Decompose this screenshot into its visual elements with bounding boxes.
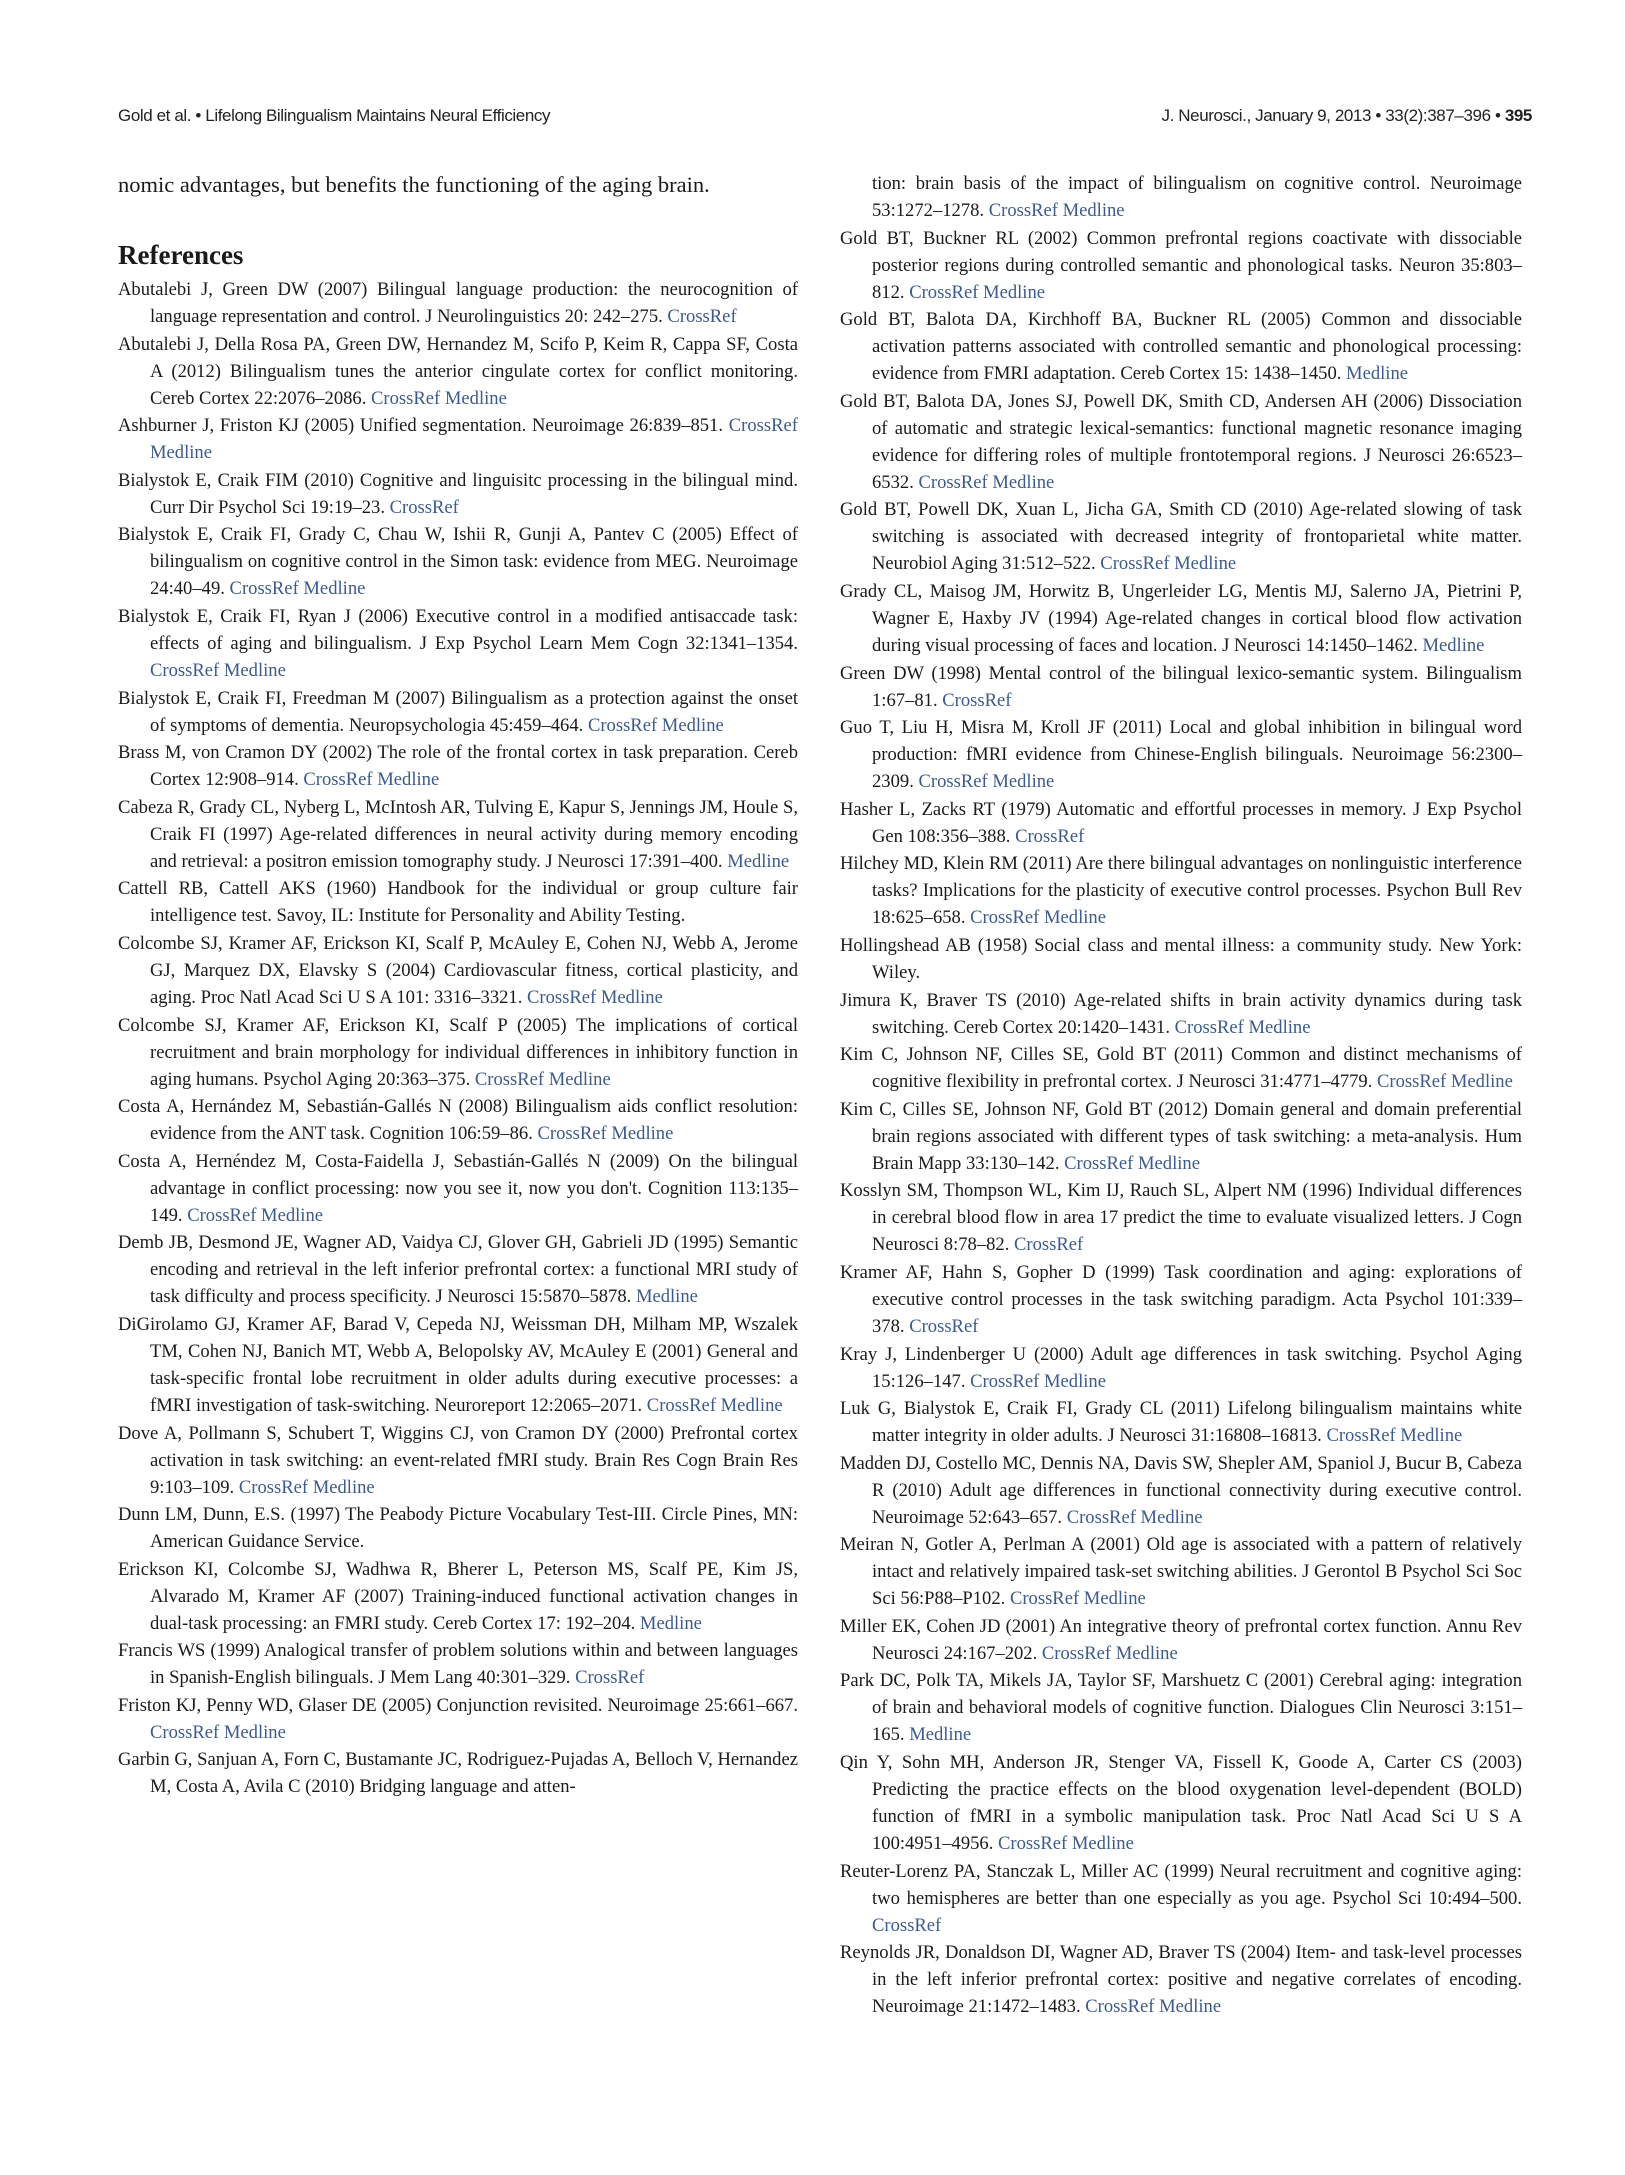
reference-entry	[118, 331, 798, 412]
reference-entry	[840, 578, 1522, 659]
reference-entry	[118, 1093, 798, 1147]
reference-entry	[118, 1148, 798, 1229]
reference-text: Costa A, Hernéndez M, Costa-Faidella J, Sebastián-Gallés N (2009) On the bilingual advantage in conflict processing: now you see it, now you don't. Cognition 113:135–149.	[118, 1150, 798, 1226]
reference-text: Demb JB, Desmond JE, Wagner AD, Vaidya CJ, Glover GH, Gabrieli JD (1995) Semantic encoding and retrieval in the left inferior prefrontal cortex: a functional MRI study of task difficulty and process specificity. J Neurosci 15:5870–5878.	[118, 1232, 798, 1308]
reference-entry	[118, 276, 798, 330]
reference-entry	[840, 660, 1522, 714]
reference-text: Francis WS (1999) Analogical transfer of problem solutions within and between languages in Spanish-English bilinguals. J Mem Lang 40:301–329.	[118, 1640, 798, 1689]
reference-links[interactable]: Medline	[909, 1724, 972, 1746]
reference-text: Kim C, Johnson NF, Cilles SE, Gold BT (2011) Common and distinct mechanisms of cognitive flexibility in prefrontal cortex. J Neurosci 31:4771–4779.	[840, 1044, 1522, 1093]
reference-links[interactable]: CrossRef Medline	[474, 1068, 611, 1090]
reference-links[interactable]: CrossRef Medline	[1066, 1506, 1203, 1528]
reference-text: Costa A, Hernández M, Sebastián-Gallés N (2008) Bilingualism aids conflict resolution: evidence from the ANT task. Cognition 106:59–86.	[118, 1096, 798, 1145]
reference-text: Gold BT, Balota DA, Kirchhoff BA, Buckner RL (2005) Common and dissociable activation patterns associated with controlled semantic and phonological processing: evidence from FMRI adaptation. Cereb Cortex 15: 1438–1450.	[840, 309, 1522, 385]
reference-entry	[118, 412, 798, 466]
reference-text: Reynolds JR, Donaldson DI, Wagner AD, Braver TS (2004) Item- and task-level processes in the left inferior prefrontal cortex: positive and negative correlates of encoding. Neuroimage 21:1472–1483.	[840, 1942, 1522, 2018]
reference-text: Gold BT, Balota DA, Jones SJ, Powell DK, Smith CD, Andersen AH (2006) Dissociation of automatic and strategic lexical-semantics: functional magnetic resonance imaging evidence for differing roles of multiple frontotemporal regions. J Neurosci 26:6523–6532.	[840, 390, 1522, 493]
reference-links[interactable]: Medline	[727, 850, 790, 872]
reference-links[interactable]: CrossRef Medline	[229, 578, 366, 600]
running-header-citation	[1162, 106, 1532, 126]
reference-entry	[118, 1692, 798, 1746]
reference-entry	[118, 1229, 798, 1310]
reference-text: Dove A, Pollmann S, Schubert T, Wiggins CJ, von Cramon DY (2000) Prefrontal cortex activation in task switching: an event-related fMRI study. Brain Res Cogn Brain Res 9:103–109.	[118, 1422, 798, 1498]
reference-list-right	[840, 170, 1522, 2020]
reference-entry	[840, 987, 1522, 1041]
reference-entry	[118, 794, 798, 875]
reference-text: Park DC, Polk TA, Mikels JA, Taylor SF, Marshuetz C (2001) Cerebral aging: integration of brain and behavioral models of cognitive function. Dialogues Clin Neurosci 3:151–165.	[840, 1670, 1522, 1746]
reference-text: Abutalebi J, Della Rosa PA, Green DW, Hernandez M, Scifo P, Keim R, Cappa SF, Costa A (2012) Bilingualism tunes the anterior cingulate cortex for conflict monitoring. Cereb Cortex 22:2076–2086.	[118, 333, 798, 409]
reference-entry	[118, 1012, 798, 1093]
reference-list-left	[118, 276, 798, 1800]
reference-text: Gold BT, Buckner RL (2002) Common prefrontal regions coactivate with dissociable posterior regions during controlled semantic and phonological tasks. Neuron 35:803–812.	[840, 227, 1522, 303]
reference-links[interactable]: CrossRef	[1015, 825, 1085, 847]
reference-text: Ashburner J, Friston KJ (2005) Unified segmentation. Neuroimage 26:839–851.	[118, 415, 729, 437]
reference-text: Gold BT, Powell DK, Xuan L, Jicha GA, Smith CD (2010) Age-related slowing of task switching is associated with decreased integrity of frontoparietal white matter. Neurobiol Aging 31:512–522.	[840, 499, 1522, 575]
reference-entry	[840, 1177, 1522, 1258]
reference-links[interactable]: CrossRef	[389, 496, 459, 518]
reference-entry	[118, 930, 798, 1011]
reference-links[interactable]: CrossRef Medline	[646, 1394, 783, 1416]
reference-text: Bialystok E, Craik FI, Grady C, Chau W, Ishii R, Gunji A, Pantev C (2005) Effect of bilingualism on cognitive control in the Simon task: evidence from MEG. Neuroimage 24:40–49.	[118, 524, 798, 600]
reference-entry	[840, 388, 1522, 496]
reference-text: Friston KJ, Penny WD, Glaser DE (2005) Conjunction revisited. Neuroimage 25:661–667.	[118, 1694, 798, 1716]
reference-links[interactable]: CrossRef	[1014, 1234, 1084, 1256]
reference-entry	[840, 496, 1522, 577]
reference-entry	[118, 1556, 798, 1637]
reference-links[interactable]: CrossRef Medline	[587, 714, 724, 736]
reference-links[interactable]: CrossRef Medline	[970, 907, 1106, 929]
reference-entry	[840, 1667, 1522, 1748]
reference-entry	[840, 170, 1522, 224]
reference-entry	[118, 1311, 798, 1419]
reference-text: tion: brain basis of the impact of bilingualism on cognitive control. Neuroimage 53:1272–1278.	[872, 173, 1522, 221]
reference-links[interactable]: CrossRef Medline	[998, 1833, 1134, 1855]
reference-links[interactable]: CrossRef	[667, 306, 737, 327]
journal-citation: J. Neurosci., January 9, 2013 • 33(2):387–396 •	[1161, 106, 1505, 125]
reference-entry	[840, 796, 1522, 850]
reference-entry	[840, 1531, 1522, 1612]
reference-text: Kray J, Lindenberger U (2000) Adult age differences in task switching. Psychol Aging 15:126–147.	[840, 1343, 1522, 1392]
reference-text: Colcombe SJ, Kramer AF, Erickson KI, Scalf P (2005) The implications of cortical recruitment and brain morphology for individual differences in inhibitory function in aging humans. Psychol Aging 20:363–375.	[118, 1014, 798, 1090]
running-header-authors-title: Gold et al. • Lifelong Bilingualism Maintains Neural Efficiency	[118, 106, 551, 125]
reference-text: Bialystok E, Craik FI, Ryan J (2006) Executive control in a modified antisaccade task: effects of aging and bilingualism. J Exp Psychol Learn Mem Cogn 32:1341–1354.	[118, 605, 798, 654]
reference-links[interactable]: CrossRef Medline	[238, 1476, 375, 1498]
reference-entry	[118, 521, 798, 602]
left-column	[118, 170, 798, 1801]
reference-links[interactable]: CrossRef Medline	[918, 471, 1055, 493]
reference-text: Madden DJ, Costello MC, Dennis NA, Davis SW, Shepler AM, Spaniol J, Bucur B, Cabeza R (2010) Adult age differences in functional connectivity during executive control. Neuroimage 52:643–657.	[840, 1452, 1522, 1528]
reference-text: Cattell RB, Cattell AKS (1960) Handbook for the individual or group culture fair intelligence test. Savoy, IL: Institute for Personality and Ability Testing.	[118, 878, 798, 927]
reference-links[interactable]: CrossRef Medline	[1009, 1588, 1146, 1610]
reference-links[interactable]: CrossRef Medline	[909, 281, 1046, 303]
reference-links[interactable]: CrossRef Medline	[1377, 1071, 1513, 1093]
reference-entry	[118, 875, 798, 929]
reference-entry	[840, 1259, 1522, 1340]
reference-text: Kim C, Cilles SE, Johnson NF, Gold BT (2012) Domain general and domain preferential brain regions associated with different types of task switching: a meta-analysis. Hum Brain Mapp 33:130–142.	[840, 1098, 1522, 1174]
reference-links[interactable]: Medline	[1346, 363, 1409, 385]
reference-links[interactable]: CrossRef Medline	[1064, 1152, 1200, 1174]
reference-text: Meiran N, Gotler A, Perlman A (2001) Old age is associated with a pattern of relatively intact and relatively impaired task-set switching abilities. J Gerontol B Psychol Sci Soc Sci 56:P88–P102.	[840, 1534, 1522, 1610]
reference-entry	[840, 1096, 1522, 1177]
reference-links[interactable]: CrossRef	[575, 1667, 645, 1689]
reference-entry	[118, 603, 798, 684]
reference-links[interactable]: CrossRef Medline	[1100, 553, 1237, 575]
reference-text: Bialystok E, Craik FIM (2010) Cognitive and linguisitc processing in the bilingual mind. Curr Dir Psychol Sci 19:19–23.	[118, 469, 798, 518]
reference-text: Abutalebi J, Green DW (2007) Bilingual language production: the neurocognition of language representation and control. J Neurolinguistics 20: 242–275.	[118, 279, 798, 327]
reference-links[interactable]: CrossRef Medline	[150, 415, 798, 464]
reference-entry	[840, 714, 1522, 795]
reference-text: Colcombe SJ, Kramer AF, Erickson KI, Scalf P, McAuley E, Cohen NJ, Webb A, Jerome GJ, Marquez DX, Elavsky S (2004) Cardiovascular fitness, cortical plasticity, and aging. Proc Natl Acad Sci U S A 101: 3316–3321.	[118, 932, 798, 1008]
reference-entry	[840, 1613, 1522, 1667]
reference-links[interactable]: CrossRef Medline	[371, 387, 507, 409]
reference-entry	[118, 1501, 798, 1555]
reference-links[interactable]: CrossRef Medline	[527, 986, 663, 1008]
reference-links[interactable]: CrossRef Medline	[918, 771, 1055, 793]
reference-entry	[118, 1637, 798, 1691]
reference-entry	[118, 685, 798, 739]
reference-links[interactable]: Medline	[1422, 634, 1485, 656]
right-column	[840, 170, 1522, 2021]
reference-links[interactable]: CrossRef	[942, 689, 1012, 711]
reference-text: Cabeza R, Grady CL, Nyberg L, McIntosh AR, Tulving E, Kapur S, Jennings JM, Houle S, Craik FI (1997) Age-related differences in neural activity during memory encoding and retrieval: a positron emission tomography study. J Neurosci 17:391–400.	[118, 796, 798, 872]
reference-entry	[840, 1939, 1522, 2020]
reference-links[interactable]: CrossRef Medline	[1326, 1425, 1463, 1447]
reference-links[interactable]: Medline	[635, 1286, 698, 1308]
reference-text: Green DW (1998) Mental control of the bilingual lexico-semantic system. Bilingualism 1:67–81.	[840, 662, 1522, 711]
reference-entry	[840, 1395, 1522, 1449]
reference-text: Grady CL, Maisog JM, Horwitz B, Ungerleider LG, Mentis MJ, Salerno JA, Pietrini P, Wagner E, Haxby JV (1994) Age-related changes in cortical blood flow activation during visual processing of faces and location. J Neurosci 14:1450–1462.	[840, 580, 1522, 656]
reference-text: Guo T, Liu H, Misra M, Kroll JF (2011) Local and global inhibition in bilingual word production: fMRI evidence from Chinese-English bilinguals. Neuroimage 56:2300–2309.	[840, 717, 1522, 793]
reference-text: Qin Y, Sohn MH, Anderson JR, Stenger VA, Fissell K, Goode A, Carter CS (2003) Predicting the practice effects on the blood oxygenation level-dependent (BOLD) function of fMRI in a symbolic manipulation task. Proc Natl Acad Sci U S A 100:4951–4956.	[840, 1752, 1522, 1855]
reference-links[interactable]: CrossRef Medline	[1174, 1016, 1311, 1038]
reference-text: Jimura K, Braver TS (2010) Age-related shifts in brain activity dynamics during task switching. Cereb Cortex 20:1420–1431.	[840, 989, 1522, 1038]
reference-links[interactable]: CrossRef Medline	[1041, 1642, 1178, 1664]
reference-entry	[840, 850, 1522, 931]
reference-links[interactable]: CrossRef	[872, 1914, 942, 1936]
reference-entry	[840, 1749, 1522, 1857]
reference-entry	[118, 1420, 798, 1501]
reference-links[interactable]: CrossRef Medline	[970, 1370, 1106, 1392]
page-number: 395	[1504, 106, 1532, 125]
reference-links[interactable]: Medline	[639, 1612, 702, 1634]
reference-links[interactable]: CrossRef Medline	[150, 1721, 286, 1743]
reference-entry	[840, 1858, 1522, 1939]
reference-entry	[840, 932, 1522, 986]
reference-text: Hollingshead AB (1958) Social class and mental illness: a community study. New York: Wiley.	[840, 934, 1522, 983]
reference-text: Luk G, Bialystok E, Craik FI, Grady CL (2011) Lifelong bilingualism maintains white matter integrity in older adults. J Neurosci 31:16808–16813.	[840, 1398, 1522, 1447]
reference-text: Bialystok E, Craik FI, Freedman M (2007) Bilingualism as a protection against the onset of symptoms of dementia. Neuropsychologia 45:459–464.	[118, 687, 798, 736]
running-header	[118, 106, 1532, 134]
reference-text: Garbin G, Sanjuan A, Forn C, Bustamante JC, Rodriguez-Pujadas A, Belloch V, Hernandez M, Costa A, Avila C (2010) Bridging language and atten-	[118, 1749, 798, 1798]
reference-entry	[840, 306, 1522, 387]
reference-links[interactable]: CrossRef	[909, 1315, 979, 1337]
reference-text: Reuter-Lorenz PA, Stanczak L, Miller AC (1999) Neural recruitment and cognitive aging: two hemispheres are better than one especially as you age. Psychol Sci 10:494–500.	[840, 1860, 1522, 1909]
reference-text: Kosslyn SM, Thompson WL, Kim IJ, Rauch SL, Alpert NM (1996) Individual differences in cerebral blood flow in area 17 predict the time to evaluate visualized letters. J Cogn Neurosci 8:78–82.	[840, 1180, 1522, 1256]
reference-links[interactable]: CrossRef Medline	[150, 659, 286, 681]
reference-entry	[118, 1746, 798, 1800]
reference-links[interactable]: CrossRef Medline	[187, 1204, 324, 1226]
references-heading: References	[118, 240, 244, 270]
reference-text: Erickson KI, Colcombe SJ, Wadhwa R, Bherer L, Peterson MS, Scalf PE, Kim JS, Alvarado M, Kramer AF (2007) Training-induced functional activation changes in dual-task processing: an FMRI study. Cereb Cortex 17: 192–204.	[118, 1558, 798, 1634]
reference-links[interactable]: CrossRef Medline	[537, 1123, 674, 1145]
reference-text: Miller EK, Cohen JD (2001) An integrative theory of prefrontal cortex function. Annu Rev Neurosci 24:167–202.	[840, 1615, 1522, 1664]
reference-entry	[118, 467, 798, 521]
reference-entry	[840, 1450, 1522, 1531]
reference-text: Hilchey MD, Klein RM (2011) Are there bilingual advantages on nonlinguistic interference tasks? Implications for the plasticity of executive control processes. Psychon Bull Rev 18:625–658.	[840, 853, 1522, 929]
reference-text: Hasher L, Zacks RT (1979) Automatic and effortful processes in memory. J Exp Psychol Gen 108:356–388.	[840, 798, 1522, 847]
reference-entry	[840, 225, 1522, 306]
reference-entry	[840, 1041, 1522, 1095]
reference-text: Kramer AF, Hahn S, Gopher D (1999) Task coordination and aging: explorations of executive control processes in the task switching paradigm. Acta Psychol 101:339–378.	[840, 1261, 1522, 1337]
reference-entry	[118, 739, 798, 793]
reference-text: Dunn LM, Dunn, E.S. (1997) The Peabody Picture Vocabulary Test-III. Circle Pines, MN: American Guidance Service.	[118, 1504, 798, 1553]
reference-links[interactable]: CrossRef Medline	[988, 200, 1125, 221]
intro-paragraph: nomic advantages, but benefits the functioning of the aging brain.	[118, 172, 710, 197]
reference-entry	[840, 1341, 1522, 1395]
reference-links[interactable]: CrossRef Medline	[1085, 1996, 1222, 2018]
reference-text: DiGirolamo GJ, Kramer AF, Barad V, Cepeda NJ, Weissman DH, Milham MP, Wszalek TM, Cohen NJ, Banich MT, Webb A, Belopolsky AV, McAuley E (2001) General and task-specific frontal lobe recruitment in older adults during executive processes: a fMRI investigation of task-switching. Neuroreport 12:2065–2071.	[118, 1313, 798, 1416]
reference-links[interactable]: CrossRef Medline	[303, 769, 440, 791]
reference-text: Brass M, von Cramon DY (2002) The role of the frontal cortex in task preparation. Cereb Cortex 12:908–914.	[118, 742, 798, 791]
